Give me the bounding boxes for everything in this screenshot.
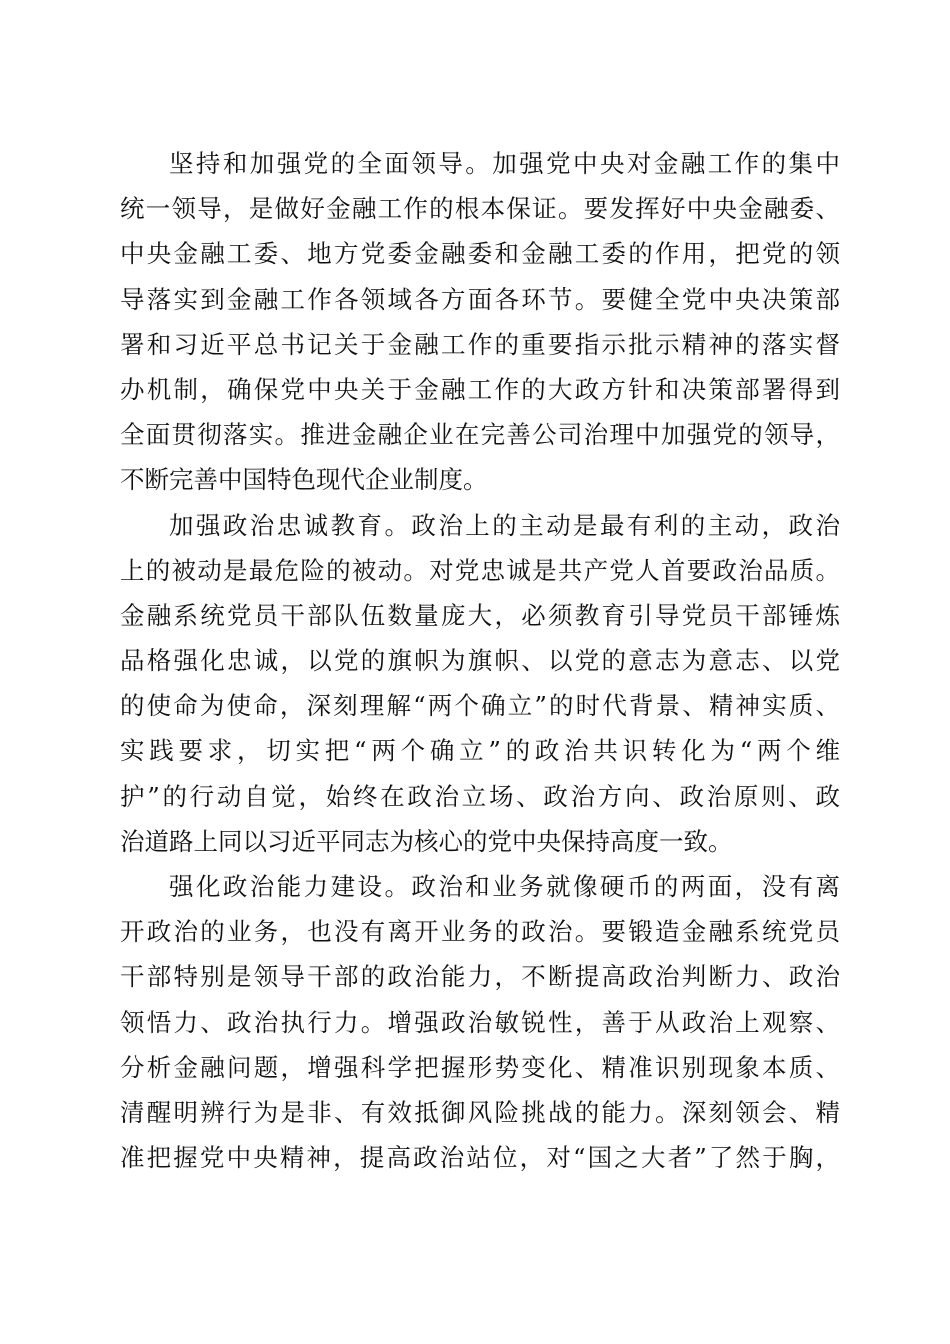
- text-line: 中央金融工委、地方党委金融委和金融工委的作用，把党的领: [120, 239, 840, 269]
- text-line: 的使命为使命，深刻理解“两个确立”的时代背景、精神实质、: [120, 691, 840, 721]
- text-line: 金融系统党员干部队伍数量庞大，必须教育引导党员干部锤炼: [120, 600, 840, 630]
- text-line: 署和习近平总书记关于金融工作的重要指示批示精神的落实督: [120, 329, 840, 359]
- document-body: [120, 141, 840, 1180]
- text-line: 统一领导，是做好金融工作的根本保证。要发挥好中央金融委、: [120, 194, 840, 224]
- text-line: 强化政治能力建设。政治和业务就像硬币的两面，没有离: [169, 872, 840, 901]
- paragraph-political-capability: [120, 864, 840, 1180]
- text-line: 全面贯彻落实。推进金融企业在完善公司治理中加强党的领导，: [120, 420, 840, 450]
- text-line: 上的被动是最危险的被动。对党忠诚是共产党人首要政治品质。: [120, 555, 840, 585]
- text-line: 分析金融问题，增强科学把握形势变化、精准识别现象本质、: [120, 1052, 840, 1082]
- text-line: 导落实到金融工作各领域各方面各环节。要健全党中央决策部: [120, 284, 840, 314]
- text-line: 坚持和加强党的全面领导。加强党中央对金融工作的集中: [169, 149, 840, 178]
- text-line: 治道路上同以习近平同志为核心的党中央保持高度一致。: [120, 826, 733, 856]
- text-line: 开政治的业务，也没有离开业务的政治。要锻造金融系统党员: [120, 917, 840, 947]
- text-line: 加强政治忠诚教育。政治上的主动是最有利的主动，政治: [169, 510, 840, 540]
- text-line: 不断完善中国特色现代企业制度。: [120, 465, 488, 495]
- text-line: 准把握党中央精神，提高政治站位，对“国之大者”了然于胸，: [120, 1143, 840, 1173]
- text-line: 领悟力、政治执行力。增强政治敏锐性，善于从政治上观察、: [120, 1007, 840, 1037]
- text-line: 清醒明辨行为是非、有效抵御风险挑战的能力。深刻领会、精: [120, 1097, 840, 1127]
- paragraph-political-loyalty: [120, 503, 840, 865]
- paragraph-party-leadership: [120, 141, 840, 503]
- text-line: 干部特别是领导干部的政治能力，不断提高政治判断力、政治: [120, 962, 840, 992]
- text-line: 实践要求，切实把“两个确立”的政治共识转化为“两个维: [120, 736, 840, 766]
- text-line: 办机制，确保党中央关于金融工作的大政方针和决策部署得到: [120, 374, 840, 404]
- text-line: 护”的行动自觉，始终在政治立场、政治方向、政治原则、政: [120, 781, 840, 811]
- text-line: 品格强化忠诚，以党的旗帜为旗帜、以党的意志为意志、以党: [120, 646, 840, 676]
